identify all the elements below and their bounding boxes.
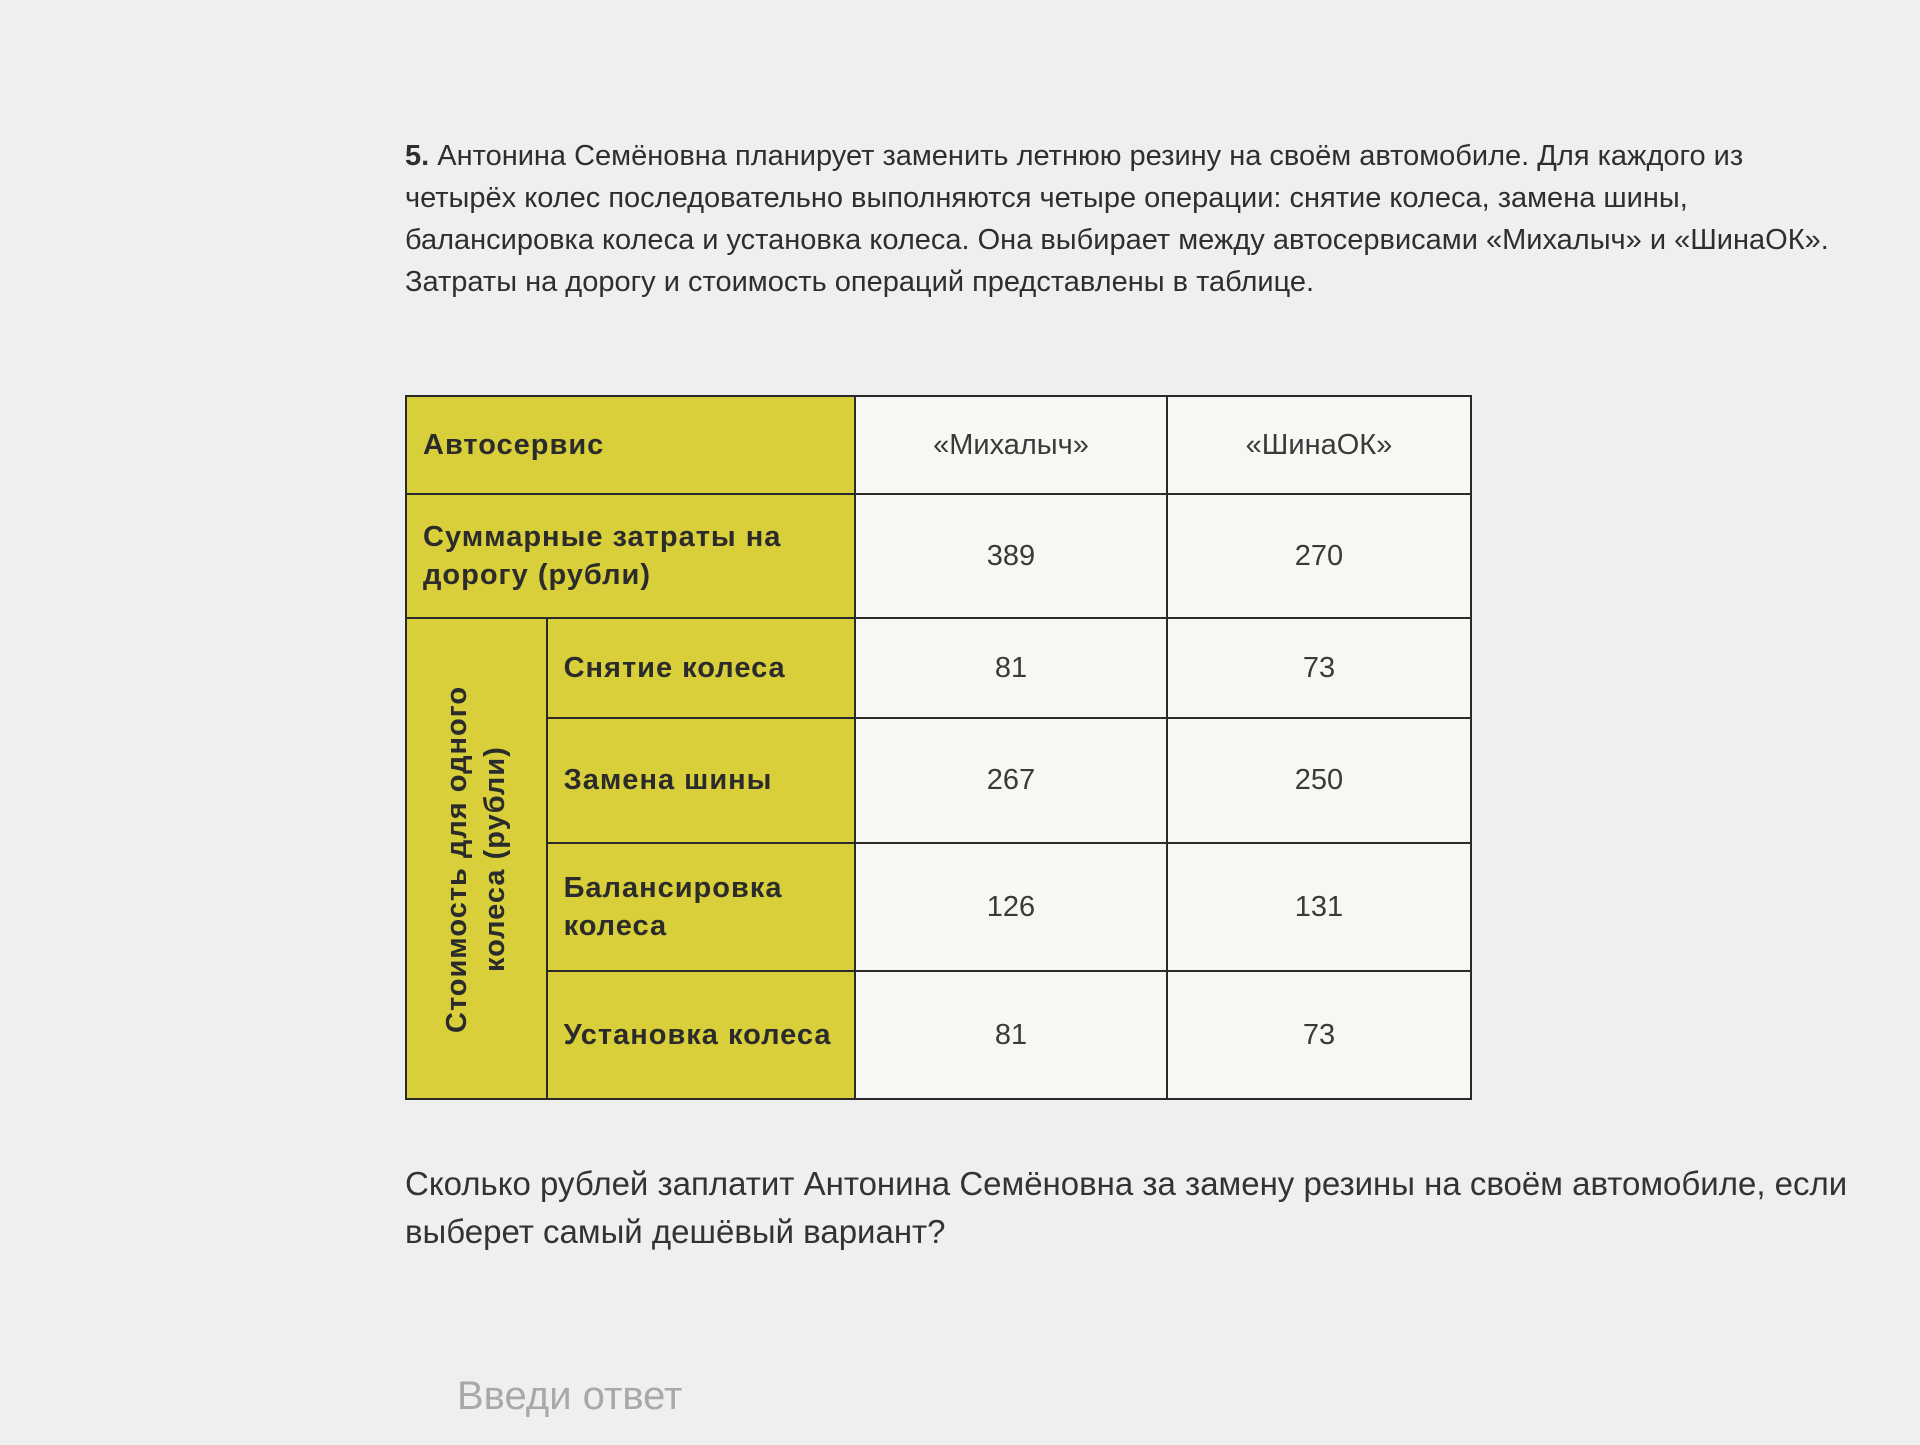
per-wheel-group-cell xyxy=(406,618,547,1099)
table-header-mikhalych: «Михалыч» xyxy=(855,396,1167,494)
road-cost-shinaok: 270 xyxy=(1167,494,1471,618)
table-header-label: Автосервис xyxy=(406,396,855,494)
mounting-shinaok: 73 xyxy=(1167,971,1471,1099)
table-row xyxy=(406,843,1471,971)
answer-input[interactable] xyxy=(455,1360,1159,1432)
row-label-removal: Снятие колеса xyxy=(547,618,855,718)
table-row xyxy=(406,618,1471,718)
table-row xyxy=(406,718,1471,843)
road-cost-mikhalych: 389 xyxy=(855,494,1167,618)
row-label-tire-change: Замена шины xyxy=(547,718,855,843)
table-row-road xyxy=(406,494,1471,618)
table-row xyxy=(406,971,1471,1099)
tire-change-mikhalych: 267 xyxy=(855,718,1167,843)
balancing-shinaok: 131 xyxy=(1167,843,1471,971)
table-header-shinaok: «ШинаОК» xyxy=(1167,396,1471,494)
road-cost-label: Суммарные затраты на дорогу (рубли) xyxy=(406,494,855,618)
mounting-mikhalych: 81 xyxy=(855,971,1167,1099)
question-text: Сколько рублей заплатит Антонина Семёновна за замену резины на своём автомобиле, если выберет самый дешёвый вариант? xyxy=(405,1165,1848,1250)
removal-shinaok: 73 xyxy=(1167,618,1471,718)
task-number: 5. xyxy=(405,140,430,172)
table-header-row xyxy=(406,396,1471,494)
balancing-mikhalych: 126 xyxy=(855,843,1167,971)
price-table xyxy=(405,395,1472,1100)
per-wheel-group-label: Стоимость для одного колеса (рубли) xyxy=(441,684,512,1033)
task-statement xyxy=(405,135,1835,303)
row-label-mounting: Установка колеса xyxy=(547,971,855,1099)
removal-mikhalych: 81 xyxy=(855,618,1167,718)
row-label-balancing: Балансировка колеса xyxy=(547,843,855,971)
tire-change-shinaok: 250 xyxy=(1167,718,1471,843)
task-text: Антонина Семёновна планирует заменить летнюю резину на своём автомобиле. Для каждого из четырёх колес последовательно выполняются четыре операции: снятие колеса, замена шины, балансировка колеса и установка колеса. Она выбирает между автосервисами «Михалыч» и «ШинаОК». Затраты на дорогу и стоимость операций представлены в таблице. xyxy=(405,140,1829,298)
